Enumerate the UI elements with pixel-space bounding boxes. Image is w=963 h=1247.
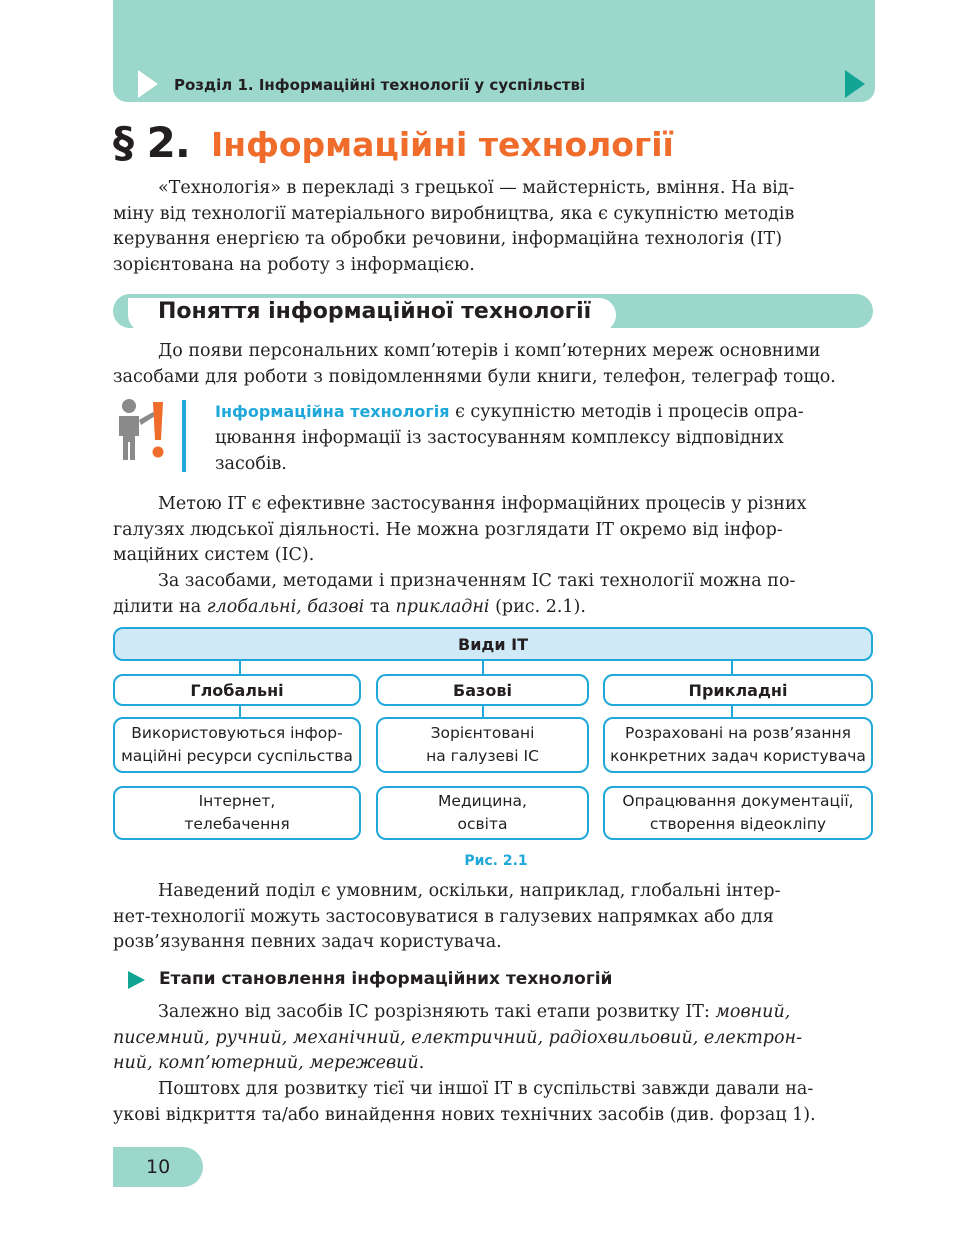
definition-text: Інформаційна технологія є сукупністю методів і процесів опра- цювання інформації із застосуванням комплексу відповідних засобів.: [215, 402, 804, 474]
intro-paragraph: «Технологія» в перекладі з грецької — майстерність, вміння. На від- міну від технології матеріального виробництва, яка є сукупністю методів керування енергією та обробки речовини, інформаційна технологія (ІТ) зорієнтована на роботу з інформацією.: [113, 178, 795, 275]
diagram-top-box: Види ІТ: [113, 627, 873, 661]
connector: [239, 661, 241, 675]
definition-bar: [182, 400, 186, 472]
header-arrow-right-icon: [845, 70, 865, 98]
column-examples-basic: Медицина, освіта: [376, 786, 589, 840]
column-title-applied: Прикладні: [603, 674, 873, 706]
definition-term: Інформаційна технологія: [215, 402, 450, 421]
column-desc-global: Використовуються інфор- маційні ресурси суспільства: [113, 717, 361, 773]
figure-caption: Рис. 2.1: [464, 853, 528, 869]
column-title-basic: Базові: [376, 674, 589, 706]
column-examples-global: Інтернет, телебачення: [113, 786, 361, 840]
figure-it-types: [113, 627, 875, 842]
bullet-arrow-icon: [128, 971, 145, 989]
section-title: Інформаційні технології: [211, 125, 674, 164]
paragraph-5: Залежно від засобів ІС розрізняють такі етапи розвитку ІТ: мовний, писемний, ручний, механічний, електричний, радіохвильовий, електрон- ний, комп’ютерний, мережевий.: [113, 1002, 802, 1073]
column-examples-applied: Опрацювання документації, створення відеокліпу: [603, 786, 873, 840]
bullet-heading: Етапи становлення інформаційних технологій: [159, 969, 613, 989]
paragraph-6: Поштовх для розвитку тієї чи іншої ІТ в суспільстві завжди давали на- укові відкриття та/або винайдення нових технічних засобів (див. форзац 1).: [113, 1079, 816, 1125]
connector: [482, 661, 484, 675]
column-desc-basic: Зорієнтовані на галузеві ІС: [376, 717, 589, 773]
subheading: Поняття інформаційної технології: [158, 299, 592, 324]
section-number: § 2.: [113, 118, 190, 167]
chapter-title: Розділ 1. Інформаційні технології у суспільстві: [174, 76, 586, 94]
page-number: 10: [146, 1156, 171, 1178]
connector: [731, 661, 733, 675]
paragraph-1: До появи персональних комп’ютерів і комп’ютерних мереж основними засобами для роботи з повідомленнями були книги, телефон, телеграф тощо.: [113, 341, 836, 387]
paragraph-2: Метою ІТ є ефективне застосування інформаційних процесів у різних галузях людської діяльності. Не можна розглядати ІТ окремо від інфор- маційних систем (ІС).: [113, 494, 807, 565]
column-desc-applied: Розраховані на розв’язання конкретних задач користувача: [603, 717, 873, 773]
paragraph-4: Наведений поділ є умовним, оскільки, наприклад, глобальні інтер- нет-технології можуть застосовуватися в галузевих напрямках або для розв’язування певних задач користувача.: [113, 881, 781, 952]
exclamation-person-icon: [113, 398, 173, 462]
header-arrow-icon: [138, 70, 158, 98]
column-title-global: Глобальні: [113, 674, 361, 706]
paragraph-3: За засобами, методами і призначенням ІС такі технології можна по- ділити на глобальні, базові та прикладні (рис. 2.1).: [113, 571, 796, 617]
